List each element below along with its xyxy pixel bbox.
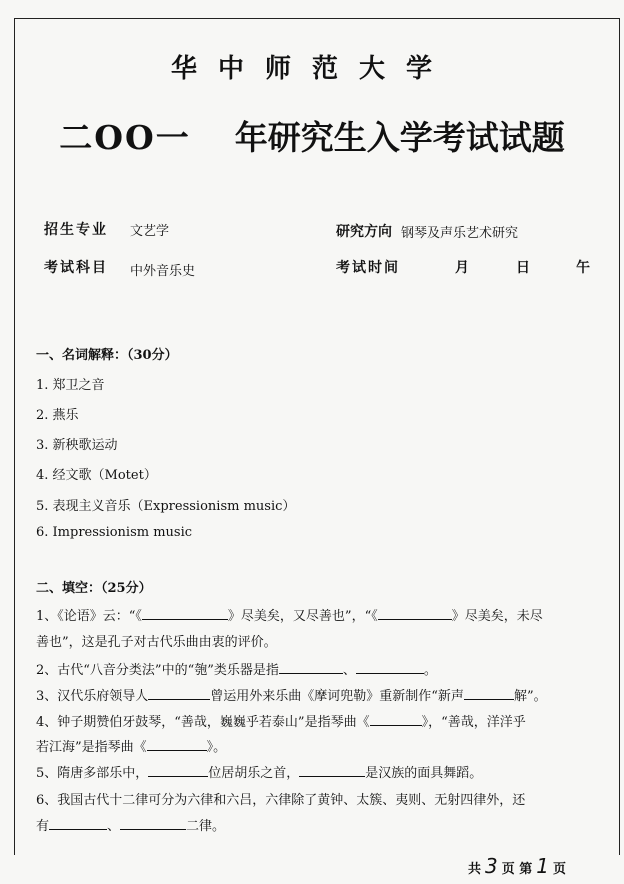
time-month: 月 [455, 260, 469, 276]
fill-question-3: 3、汉代乐府领导人 曾运用外来乐曲《摩诃兜勒》重新制作“新声 解”。 [36, 689, 547, 704]
subject-label: 考试科目 [44, 260, 108, 276]
direction-value: 钢琴及声乐艺术研究 [401, 226, 519, 241]
term-item: 4. 经文歌（Motet） [36, 468, 157, 483]
blank-line[interactable] [356, 661, 424, 674]
major-label: 招生专业 [44, 222, 108, 238]
exam-title [0, 112, 624, 159]
subject-value: 中外音乐史 [130, 264, 196, 279]
fill-question-6-cont: 有 、 二律。 [36, 819, 226, 834]
blank-line[interactable] [464, 687, 514, 700]
fill-question-1-cont: 善也”，这是孔子对古代乐曲由衷的评价。 [36, 635, 277, 650]
term-item: 1. 郑卫之音 [36, 378, 105, 393]
term-item: 5. 表现主义音乐（Expressionism music） [36, 499, 296, 514]
exam-title-text: 年研究生入学考试试题 [234, 118, 565, 157]
fill-question-2: 2、古代“八音分类法”中的“匏”类乐器是指 、 。 [36, 663, 437, 678]
page-footer: 共 3 页 第 1 页 [468, 854, 567, 878]
direction-label: 研究方向 [336, 224, 392, 240]
fill-question-4-cont: 若江海”是指琴曲《 》。 [36, 740, 227, 755]
blank-line[interactable] [279, 661, 343, 674]
blank-line[interactable] [49, 817, 107, 830]
section2-heading: 二、填空：（25分） [36, 581, 152, 596]
blank-line[interactable] [299, 764, 365, 777]
time-noon: 午 [576, 260, 590, 276]
fill-question-1: 1、《论语》云：“《 》尽美矣，又尽善也”，“《 》尽美矣，未尽 [36, 609, 543, 624]
fill-question-4: 4、钟子期赞伯牙鼓琴，“善哉，巍巍乎若泰山”是指琴曲《 》，“善哉，洋洋乎 [36, 715, 526, 730]
university-name: 华中师范大学 [170, 54, 453, 84]
blank-line[interactable] [370, 713, 422, 726]
major-value: 文艺学 [130, 224, 170, 239]
total-pages: 3 [485, 854, 498, 878]
exam-year: 二OO一 [59, 118, 191, 157]
time-day: 日 [516, 260, 530, 276]
term-item: 2. 燕乐 [36, 408, 79, 423]
blank-line[interactable] [148, 687, 210, 700]
time-label: 考试时间 [336, 260, 400, 276]
fill-question-5: 5、隋唐多部乐中， 位居胡乐之首， 是汉族的面具舞蹈。 [36, 766, 483, 781]
blank-line[interactable] [378, 607, 452, 620]
blank-line[interactable] [148, 764, 208, 777]
blank-line[interactable] [142, 607, 228, 620]
section1-heading: 一、名词解释：（30分） [36, 348, 178, 363]
blank-line[interactable] [120, 817, 186, 830]
blank-line[interactable] [147, 738, 207, 751]
fill-question-6: 6、我国古代十二律可分为六律和六吕，六律除了黄钟、太簇、夷则、无射四律外，还 [36, 793, 526, 808]
term-item: 6. Impressionism music [36, 525, 193, 540]
term-item: 3. 新秧歌运动 [36, 438, 118, 453]
page-number: 1 [536, 854, 550, 878]
